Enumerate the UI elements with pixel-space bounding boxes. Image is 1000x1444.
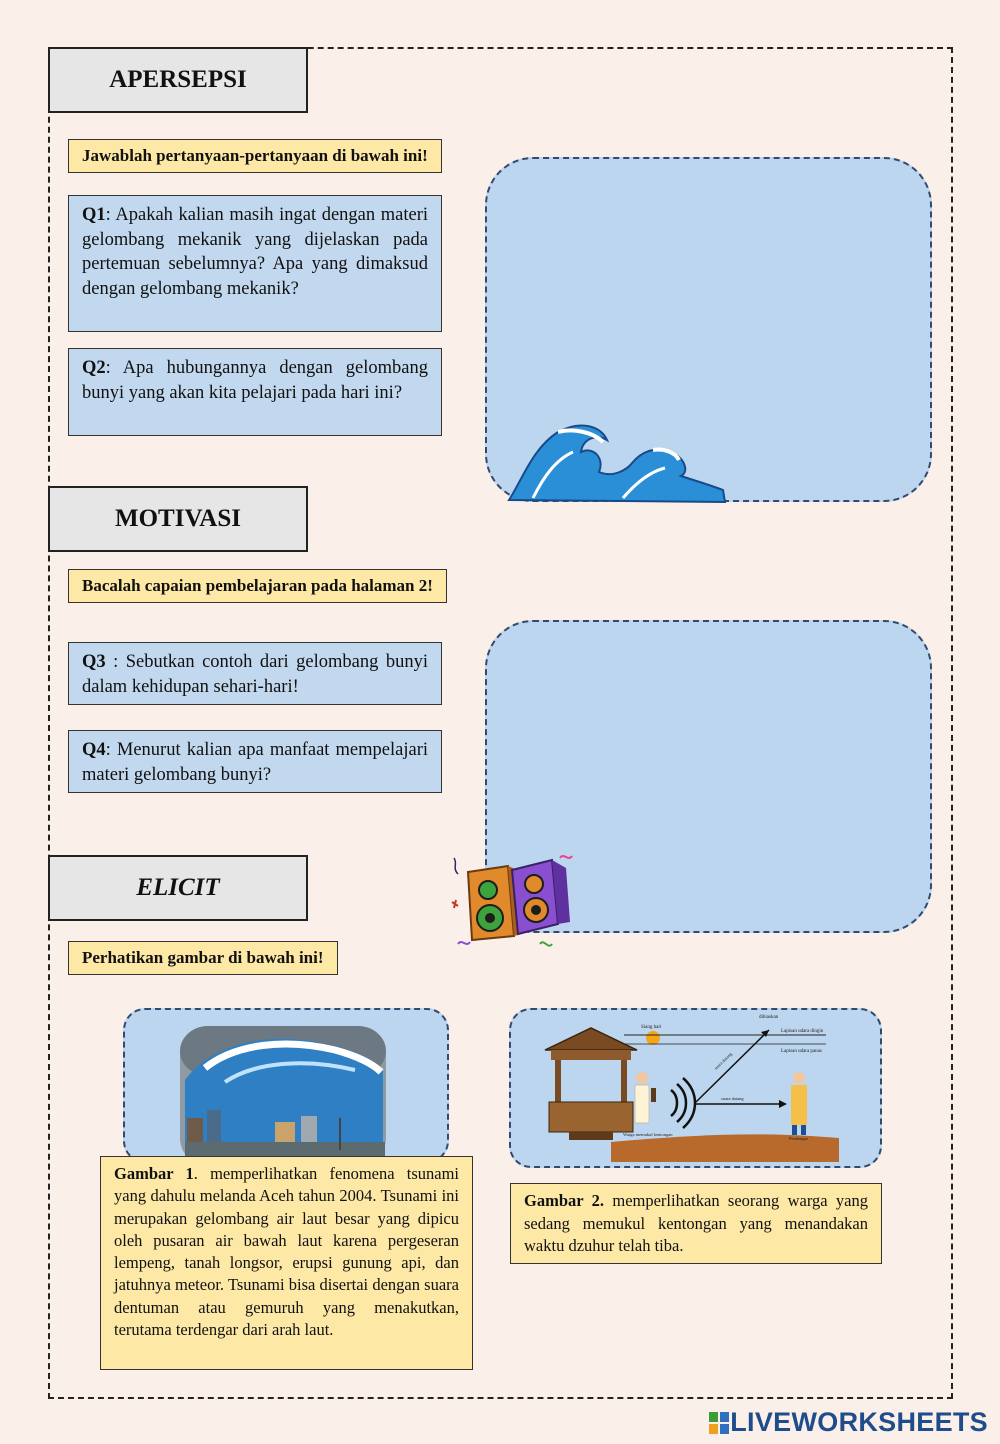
motivasi-instruction — [68, 569, 447, 603]
liveworksheets-brand: LIVEWORKSHEETS — [730, 1407, 988, 1437]
figure2-caption-label: Gambar 2. — [524, 1191, 605, 1210]
figure2-caption — [510, 1183, 882, 1264]
figure1-frame — [123, 1008, 449, 1163]
liveworksheets-logo — [708, 1407, 988, 1438]
figure1-caption-text: . memperlihatkan fenomena tsunami yang dahulu melanda Aceh tahun 2004. Tsunami ini merupakan gelombang air laut besar yang dipicu oleh pusaran air bawah laut karena pergeseran lempeng, tanah longsor, erupsi gunung api, dan jatuhnya meteor. Tsunami bisa disertai dengan suara dentuman atau gemuruh yang menakutkan, terutama terdengar dari arah laut. — [114, 1164, 460, 1340]
elicit-instruction — [68, 941, 338, 975]
question-q2 — [68, 348, 442, 436]
q4-text: : Menurut kalian apa manfaat mempelajari materi gelombang bunyi? — [82, 740, 428, 785]
q1-label: Q1 — [82, 205, 106, 225]
liveworksheets-blocks-icon — [708, 1411, 730, 1435]
tsunami-illustration-icon — [125, 1010, 449, 1163]
motivasi-title: MOTIVASI — [115, 505, 241, 532]
fig2-label-cold-layer: Lapisan udara dingin — [781, 1029, 824, 1034]
q3-label: Q3 — [82, 652, 106, 672]
figure2-caption-text: memperlihatkan seorang warga yang sedang memukul kentongan yang menandakan waktu dzuhur telah tiba. — [524, 1191, 869, 1255]
fig2-label-top: dibiaskan — [759, 1015, 779, 1020]
elicit-instruction-text: Perhatikan gambar di bawah ini! — [82, 948, 324, 967]
q3-text: : Sebutkan contoh dari gelombang bunyi dalam kehidupan sehari-hari! — [82, 652, 428, 697]
elicit-heading — [48, 855, 308, 921]
apersepsi-instruction — [68, 139, 442, 173]
fig2-label-diag: suara datang — [713, 1051, 733, 1071]
motivasi-heading — [48, 486, 308, 552]
figure2-frame — [509, 1008, 882, 1168]
q4-label: Q4 — [82, 740, 106, 760]
fig2-label-pendengar: Pendengar — [789, 1136, 808, 1141]
question-q1 — [68, 195, 442, 332]
figure1-caption-label: Gambar 1 — [114, 1164, 194, 1183]
fig2-label-sun: Siang hari — [641, 1025, 662, 1030]
apersepsi-heading — [48, 47, 308, 113]
elicit-title: ELICIT — [136, 874, 220, 901]
kentongan-illustration-icon — [511, 1010, 882, 1168]
question-q3 — [68, 642, 442, 705]
question-q4 — [68, 730, 442, 793]
wave-decoration-icon — [503, 418, 728, 510]
apersepsi-title: APERSEPSI — [109, 66, 247, 93]
motivasi-instruction-text: Bacalah capaian pembelajaran pada halaman 2! — [82, 576, 433, 595]
q2-label: Q2 — [82, 358, 106, 378]
apersepsi-instruction-text: Jawablah pertanyaan-pertanyaan di bawah ini! — [82, 146, 428, 165]
fig2-label-warga: Warga memukul kentongan — [623, 1132, 673, 1137]
fig2-label-warm-layer: Lapisan udara panas — [781, 1049, 822, 1054]
q2-text: : Apa hubungannya dengan gelombang bunyi yang akan kita pelajari pada hari ini? — [82, 358, 428, 403]
speakers-decoration-icon — [448, 852, 580, 958]
fig2-label-straight: suara datang — [721, 1096, 744, 1101]
figure1-caption — [100, 1156, 473, 1370]
q1-text: : Apakah kalian masih ingat dengan materi gelombang mekanik yang dijelaskan pada pertemuan sebelumnya? Apa yang dimaksud dengan gelombang mekanik? — [82, 205, 428, 299]
